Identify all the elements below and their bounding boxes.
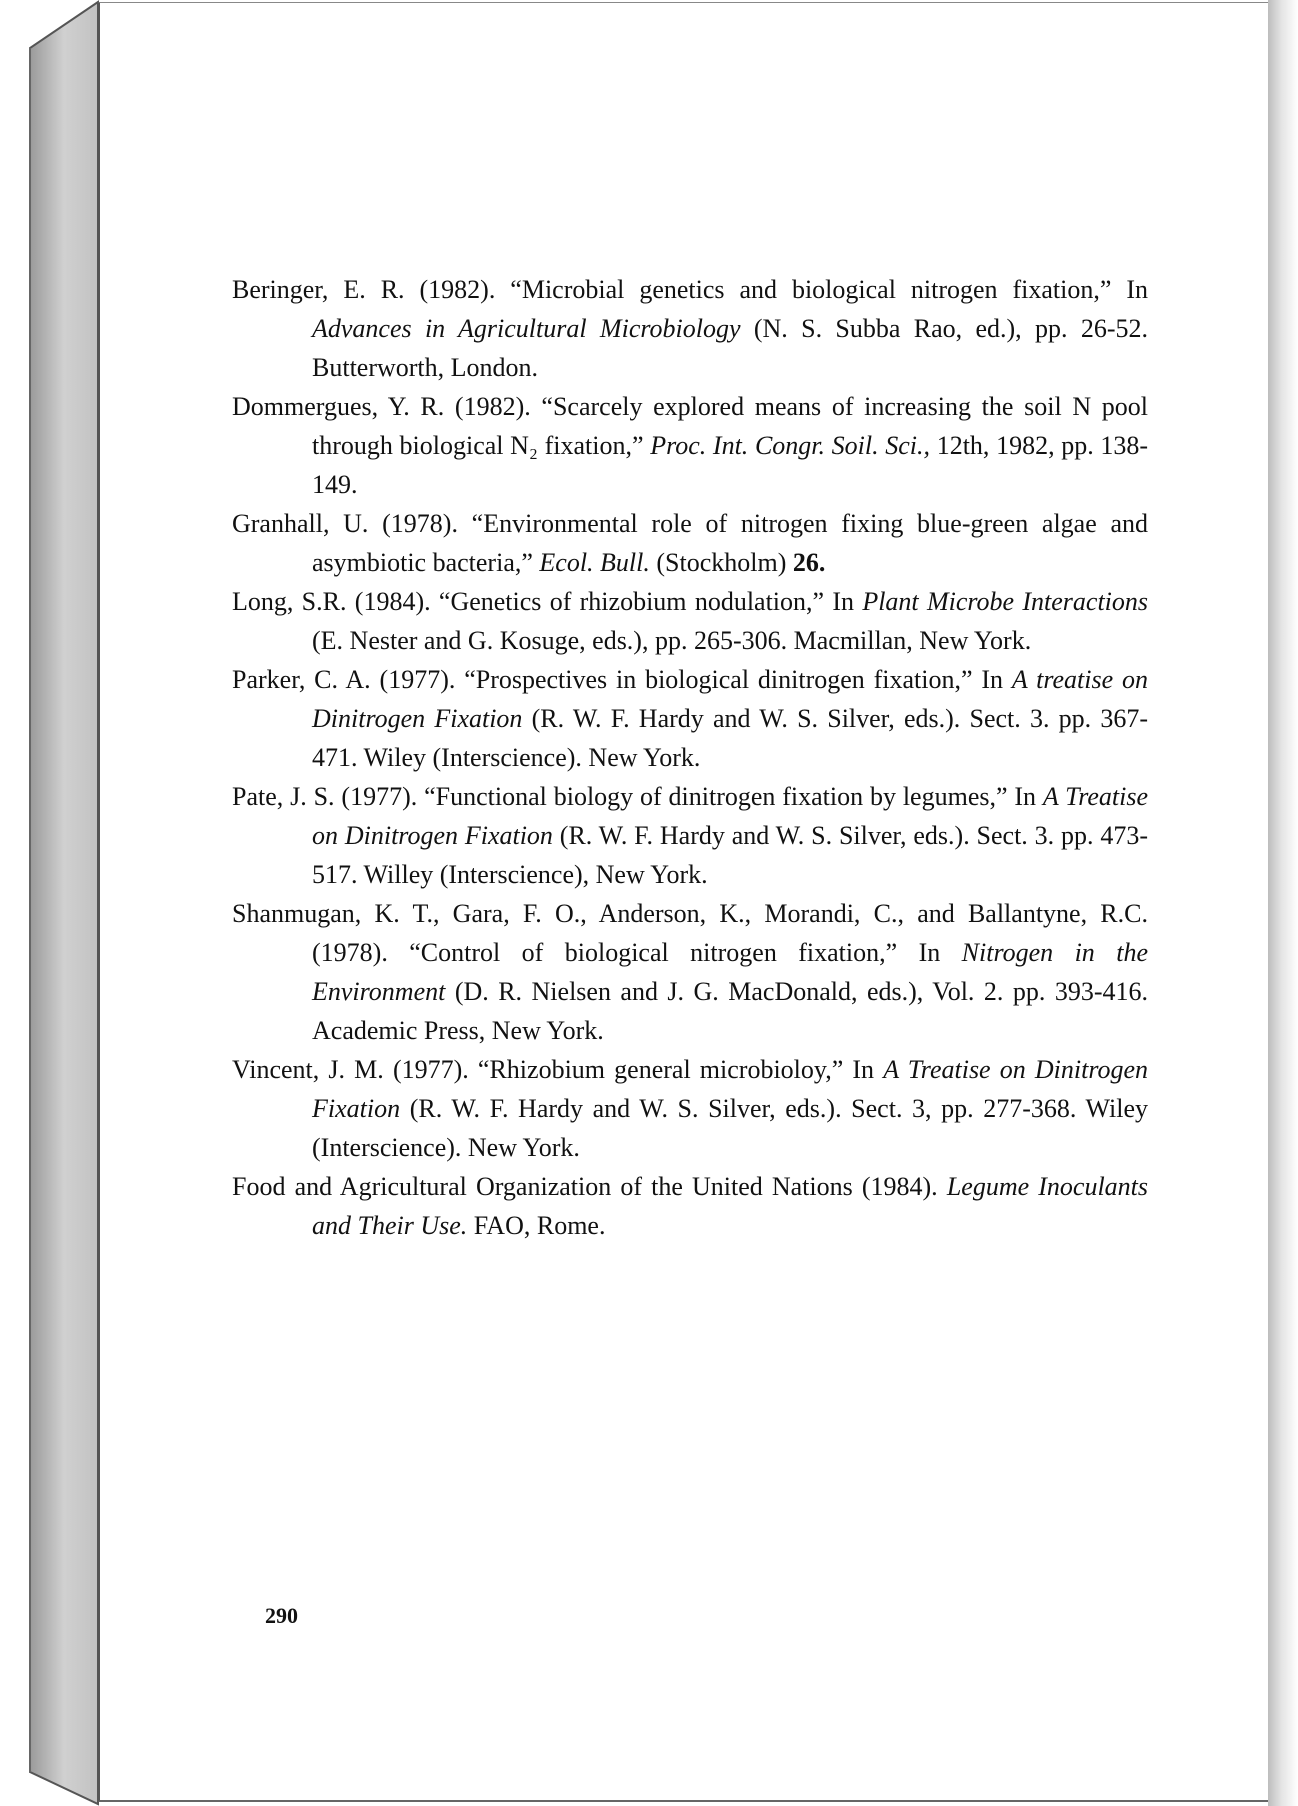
reference-item: Long, S.R. (1984). “Genetics of rhizobium nodulation,” In Plant Microbe Interactions (E. Nester and G. Kosuge, eds.), pp. 265-306. Macmillan, New York. <box>232 587 1149 655</box>
book-spine <box>0 0 100 1806</box>
page-edge-shadow <box>1268 0 1298 1806</box>
reference-item: Beringer, E. R. (1982). “Microbial genetics and biological nitrogen fixation,” In Advances in Agricultural Microbiology (N. S. Subba Rao, ed.), pp. 26-52. Butterworth, London. <box>232 275 1148 382</box>
reference-item: Granhall, U. (1978). “Environmental role of nitrogen fixing blue-green algae and asymbiotic bacteria,” Ecol. Bull. (Stockholm) 26. <box>232 509 1148 577</box>
reference-list <box>232 270 1148 1245</box>
reference-item: Dommergues, Y. R. (1982). “Scarcely explored means of increasing the soil N pool through biological N₂ fixation,” Proc. Int. Congr. Soil. Sci., 12th, 1982, pp. 138-149. <box>232 392 1149 499</box>
reference-item: Food and Agricultural Organization of the United Nations (1984). Legume Inoculants and Their Use. FAO, Rome. <box>232 1172 1149 1240</box>
reference-item: Vincent, J. M. (1977). “Rhizobium general microbioloy,” In A Treatise on Dinitrogen Fixation (R. W. F. Hardy and W. S. Silver, eds.). Sect. 3, pp. 277-368. Wiley (Interscience). New York. <box>232 1055 1149 1162</box>
reference-item: Shanmugan, K. T., Gara, F. O., Anderson, K., Morandi, C., and Ballantyne, R.C. (1978). “Control of biological nitrogen fixation,” In Nitrogen in the Environment (D. R. Nielsen and J. G. MacDonald, eds.), Vol. 2. pp. 393-416. Academic Press, New York. <box>232 899 1148 1045</box>
page-number: 290 <box>265 1603 298 1628</box>
reference-item: Parker, C. A. (1977). “Prospectives in biological dinitrogen fixation,” In A treatise on Dinitrogen Fixation (R. W. F. Hardy and W. S. Silver, eds.). Sect. 3. pp. 367-471. Wiley (Interscience). New York. <box>232 665 1149 772</box>
reference-item: Pate, J. S. (1977). “Functional biology of dinitrogen fixation by legumes,” In A Treatise on Dinitrogen Fixation (R. W. F. Hardy and W. S. Silver, eds.). Sect. 3. pp. 473-517. Willey (Interscience), New York. <box>232 782 1149 889</box>
